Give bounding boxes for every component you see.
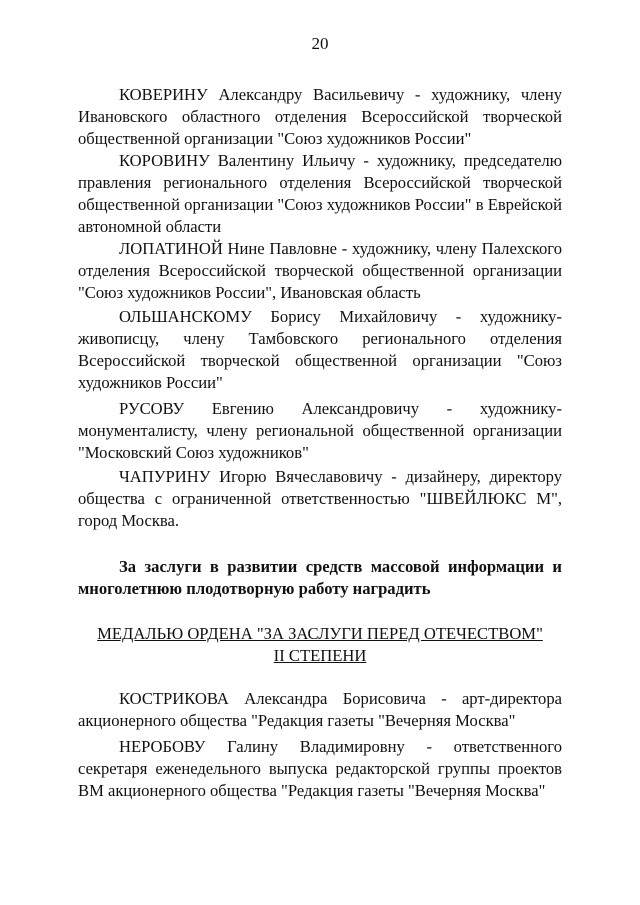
award-entry-nerobova (78, 736, 562, 802)
award-entry-lopatina (78, 238, 562, 304)
page-number: 20 (311, 34, 329, 53)
entry-text: КОВЕРИНУ Александру Васильевичу - художнику, члену Ивановского областного отделения Всероссийской творческой общественной организации "Союз художников России" (78, 85, 562, 148)
decree-text-body: За заслуги в развитии средств массовой информации и многолетнюю плодотворную работу наградить (78, 557, 562, 598)
award-entry-korovin (78, 150, 562, 238)
entry-text: ЛОПАТИНОЙ Нине Павловне - художнику, члену Палехского отделения Всероссийской творческой общественной организации "Союз художников России", Ивановская область (78, 239, 562, 302)
entry-text: РУСОВУ Евгению Александровичу - художнику-монументалисту, члену региональной общественной организации "Московский Союз художников" (78, 399, 562, 462)
award-entry-rusov (78, 398, 562, 464)
award-title-line2: II СТЕПЕНИ (273, 646, 367, 665)
award-entry-koverin (78, 84, 562, 150)
entry-text: ЧАПУРИНУ Игорю Вячеславовичу - дизайнеру, директору общества с ограниченной ответственностью "ШВЕЙЛЮКС М", город Москва. (78, 467, 562, 530)
entry-text: КОСТРИКОВА Александра Борисовича - арт-директора акционерного общества "Редакция газеты "Вечерняя Москва" (78, 689, 562, 730)
award-entry-olshansky (78, 306, 562, 394)
award-entry-chapurin (78, 466, 562, 532)
decree-text (78, 556, 562, 600)
entry-text: ОЛЬШАНСКОМУ Борису Михайловичу - художнику-живописцу, члену Тамбовского регионального отделения Всероссийской творческой общественной организации "Союз художников России" (78, 307, 562, 392)
award-title-line1: МЕДАЛЬЮ ОРДЕНА "ЗА ЗАСЛУГИ ПЕРЕД ОТЕЧЕСТВОМ" (97, 624, 543, 643)
award-entry-kostrikov (78, 688, 562, 732)
entry-text: КОРОВИНУ Валентину Ильичу - художнику, председателю правления регионального отделения Всероссийской творческой общественной организации "Союз художников России" в Еврейской автономной области (78, 151, 562, 236)
entry-text: НЕРОБОВУ Галину Владимировну - ответственного секретаря еженедельного выпуска редакторской группы проектов ВМ акционерного общества "Редакция газеты "Вечерняя Москва" (78, 737, 562, 800)
